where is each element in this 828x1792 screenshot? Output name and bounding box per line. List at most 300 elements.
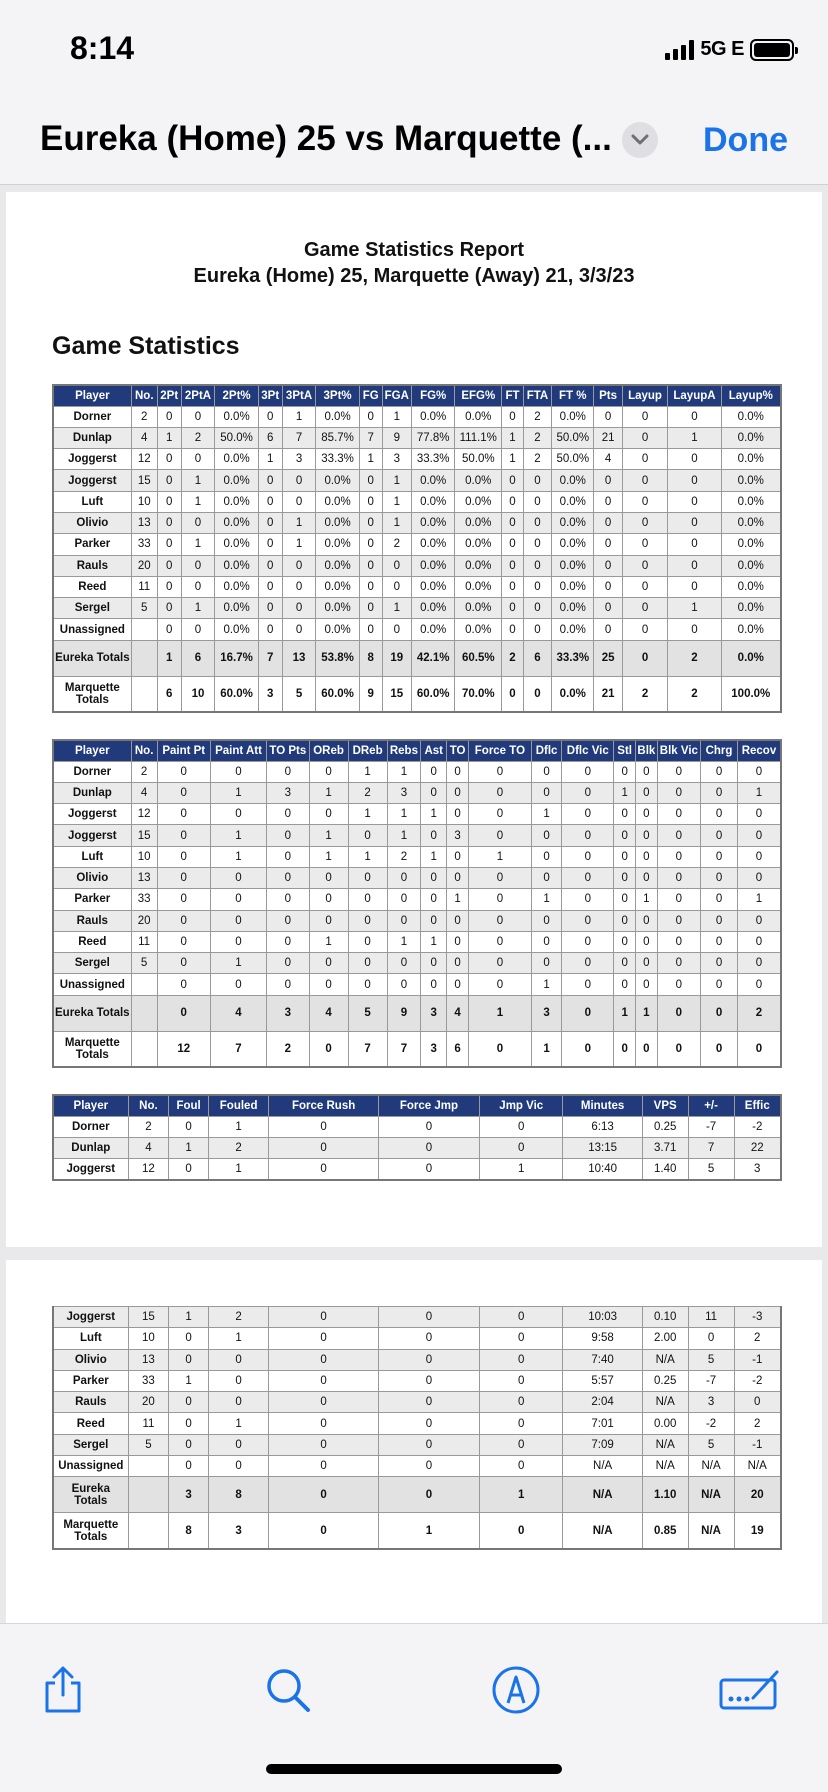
- column-header: Force Jmp: [378, 1095, 479, 1116]
- table-cell: 0.0%: [721, 619, 781, 640]
- table-cell: 4: [594, 449, 622, 470]
- table-cell: 2: [131, 761, 157, 782]
- table-cell: 0.0%: [215, 406, 258, 427]
- table-cell: 2: [734, 1328, 781, 1349]
- bottom-toolbar: [0, 1623, 828, 1792]
- table-cell: 0.0%: [455, 512, 502, 533]
- table-cell: 50.0%: [552, 427, 594, 448]
- table-cell: Eureka Totals: [53, 640, 131, 676]
- table-cell: 0: [378, 1328, 479, 1349]
- table-cell: 0: [701, 782, 738, 803]
- table-cell: 0: [258, 576, 282, 597]
- table-cell: 1: [421, 846, 447, 867]
- table-cell: 0: [657, 782, 700, 803]
- table-cell: Joggerst: [53, 804, 131, 825]
- table-cell: 0: [480, 1456, 563, 1477]
- column-header: OReb: [309, 740, 348, 761]
- table-cell: N/A: [642, 1434, 688, 1455]
- table-cell: Luft: [53, 846, 131, 867]
- table-cell: Dorner: [53, 761, 131, 782]
- table-cell: 12: [157, 1031, 210, 1067]
- table-cell: 20: [128, 1392, 169, 1413]
- table-cell: 0: [594, 512, 622, 533]
- column-header: 3PtA: [282, 385, 316, 406]
- table-cell: 0: [157, 534, 181, 555]
- table-cell: 19: [382, 640, 411, 676]
- table-cell: 1: [387, 825, 421, 846]
- table-cell: 33: [131, 534, 157, 555]
- table-row: [53, 491, 781, 512]
- table-cell: 1: [359, 449, 382, 470]
- table-cell: N/A: [563, 1513, 642, 1549]
- table-cell: 1: [157, 640, 181, 676]
- table-cell: 0: [523, 619, 551, 640]
- table-cell: 0: [636, 804, 658, 825]
- table-cell: 0: [737, 974, 781, 995]
- table-cell: 11: [128, 1413, 169, 1434]
- table-cell: 0: [258, 555, 282, 576]
- table-cell: 0: [480, 1137, 563, 1158]
- table-cell: 0.0%: [721, 555, 781, 576]
- table-cell: 6: [181, 640, 215, 676]
- table-cell: 20: [734, 1477, 781, 1513]
- column-header: TO: [447, 740, 469, 761]
- table-cell: 33: [131, 889, 157, 910]
- done-button[interactable]: Done: [703, 121, 788, 159]
- table-cell: 1: [348, 804, 387, 825]
- table-cell: 10: [128, 1328, 169, 1349]
- table-cell: 10: [131, 846, 157, 867]
- table-cell: 0: [502, 576, 524, 597]
- table-cell: 0: [208, 1392, 268, 1413]
- table-cell: 0: [157, 598, 181, 619]
- table-cell: Joggerst: [53, 449, 131, 470]
- table-cell: 1: [614, 995, 636, 1031]
- table-cell: 15: [131, 825, 157, 846]
- table-cell: 0: [668, 470, 721, 491]
- table-cell: 0: [157, 910, 210, 931]
- table-cell: 1: [502, 449, 524, 470]
- table-cell: 0: [309, 974, 348, 995]
- table-cell: 0: [258, 512, 282, 533]
- table-cell: 0: [269, 1513, 379, 1549]
- table-cell: 0: [531, 910, 561, 931]
- signal-icon: [665, 40, 694, 60]
- search-icon[interactable]: [260, 1662, 316, 1718]
- table-cell: 0: [502, 598, 524, 619]
- column-header: FG%: [411, 385, 454, 406]
- table-cell: 1: [468, 846, 531, 867]
- column-header: Layup%: [721, 385, 781, 406]
- table-cell: 0: [269, 1159, 379, 1180]
- table-cell: 0: [447, 782, 469, 803]
- table-cell: 0: [378, 1456, 479, 1477]
- table-cell: Marquette Totals: [53, 1031, 131, 1067]
- table-cell: 0: [258, 470, 282, 491]
- table-cell: -7: [688, 1370, 734, 1391]
- table-cell: 0.0%: [411, 406, 454, 427]
- chevron-down-icon[interactable]: [622, 122, 658, 158]
- table-cell: 0: [208, 1434, 268, 1455]
- table-cell: 0: [622, 555, 668, 576]
- column-header: FT %: [552, 385, 594, 406]
- table-cell: 0: [309, 910, 348, 931]
- table-cell: [128, 1456, 169, 1477]
- table-cell: 0: [562, 867, 614, 888]
- table-cell: Dorner: [53, 406, 131, 427]
- table-cell: 0: [468, 953, 531, 974]
- report-subtitle: Eureka (Home) 25, Marquette (Away) 21, 3/3/23: [193, 265, 635, 287]
- table-cell: [131, 640, 157, 676]
- table-cell: 10: [131, 491, 157, 512]
- table-cell: 0: [701, 825, 738, 846]
- column-header: Force Rush: [269, 1095, 379, 1116]
- table-cell: 7: [348, 1031, 387, 1067]
- table-cell: 7:40: [563, 1349, 642, 1370]
- table-cell: 0: [531, 953, 561, 974]
- table-cell: 1: [668, 598, 721, 619]
- column-header: 2Pt%: [215, 385, 258, 406]
- table-cell: [131, 995, 157, 1031]
- table-cell: 3: [421, 995, 447, 1031]
- table-row: [53, 619, 781, 640]
- table-cell: 0: [562, 910, 614, 931]
- table-cell: 1: [309, 825, 348, 846]
- column-header: Pts: [594, 385, 622, 406]
- table-cell: [131, 676, 157, 712]
- table-cell: 1: [531, 889, 561, 910]
- table-cell: 1: [309, 846, 348, 867]
- table-cell: 0: [523, 534, 551, 555]
- table-cell: 1: [382, 406, 411, 427]
- table-cell: 1: [348, 846, 387, 867]
- table-cell: 0: [359, 598, 382, 619]
- table-row: [53, 761, 781, 782]
- table-cell: 2: [348, 782, 387, 803]
- table-cell: 100.0%: [721, 676, 781, 712]
- table-cell: 0: [657, 931, 700, 952]
- table-cell: 7: [387, 1031, 421, 1067]
- table-cell: 0.0%: [411, 470, 454, 491]
- table-cell: 0: [701, 1031, 738, 1067]
- table-cell: 0.0%: [552, 576, 594, 597]
- table-cell: 0.0%: [215, 470, 258, 491]
- table-cell: 0: [480, 1328, 563, 1349]
- table-cell: 0: [531, 761, 561, 782]
- column-header: Ast: [421, 740, 447, 761]
- table-cell: 0: [267, 825, 309, 846]
- table-cell: 1: [382, 512, 411, 533]
- table-cell: 0: [562, 1031, 614, 1067]
- table-cell: -2: [734, 1116, 781, 1137]
- section-title: Game Statistics: [52, 332, 240, 360]
- table-cell: 70.0%: [455, 676, 502, 712]
- table-cell: 0: [181, 449, 215, 470]
- table-row: [53, 406, 781, 427]
- table-cell: Dunlap: [53, 427, 131, 448]
- table-cell: 0.0%: [215, 576, 258, 597]
- table-cell: 1: [157, 427, 181, 448]
- table-cell: 0: [169, 1328, 209, 1349]
- table-cell: 0: [636, 953, 658, 974]
- table-cell: 1: [382, 598, 411, 619]
- table-cell: 7: [688, 1137, 734, 1158]
- table-row: [53, 1159, 781, 1180]
- table-cell: 0: [622, 619, 668, 640]
- table-cell: 25: [594, 640, 622, 676]
- table-cell: 2: [128, 1116, 169, 1137]
- table-cell: 0.0%: [411, 576, 454, 597]
- table-cell: 0.0%: [411, 534, 454, 555]
- table-cell: Olivio: [53, 512, 131, 533]
- table-cell: 0: [668, 534, 721, 555]
- table-cell: Dunlap: [53, 782, 131, 803]
- table-cell: 0: [387, 974, 421, 995]
- table-cell: 0: [737, 804, 781, 825]
- table-cell: [128, 1513, 169, 1549]
- table-cell: 2: [387, 846, 421, 867]
- table-row: [53, 1456, 781, 1477]
- table-cell: Luft: [53, 1328, 128, 1349]
- table-cell: 0: [421, 825, 447, 846]
- column-header: FGA: [382, 385, 411, 406]
- table-cell: 0: [378, 1137, 479, 1158]
- table-cell: 0.25: [642, 1370, 688, 1391]
- table-cell: -1: [734, 1349, 781, 1370]
- column-header: Blk Vic: [657, 740, 700, 761]
- table-cell: 0: [382, 619, 411, 640]
- table-cell: 0.0%: [721, 491, 781, 512]
- table-cell: 33.3%: [552, 640, 594, 676]
- table-cell: 0: [348, 825, 387, 846]
- table-cell: 33.3%: [411, 449, 454, 470]
- table-cell: 0.0%: [215, 619, 258, 640]
- table-cell: 3: [282, 449, 316, 470]
- table-cell: 21: [594, 676, 622, 712]
- table-cell: 0: [614, 953, 636, 974]
- table-cell: 1: [210, 953, 266, 974]
- document-title[interactable]: Eureka (Home) 25 vs Marquette (...: [40, 119, 612, 158]
- table-cell: 0: [668, 555, 721, 576]
- table-cell: 1: [502, 427, 524, 448]
- table-cell: 0.0%: [721, 427, 781, 448]
- table-cell: 0: [737, 846, 781, 867]
- table-cell: 0: [737, 910, 781, 931]
- table-cell: 2: [622, 676, 668, 712]
- signature-icon[interactable]: [716, 1662, 784, 1718]
- table-cell: 0: [701, 974, 738, 995]
- table-cell: 0: [701, 867, 738, 888]
- table-cell: 1: [636, 889, 658, 910]
- table-row: [53, 470, 781, 491]
- table-cell: 20: [131, 910, 157, 931]
- table-cell: 0: [269, 1116, 379, 1137]
- table-cell: 0: [562, 782, 614, 803]
- table-cell: 0: [267, 761, 309, 782]
- table-cell: 0: [282, 619, 316, 640]
- table-cell: 5: [688, 1159, 734, 1180]
- table-cell: 0: [169, 1159, 209, 1180]
- column-header: +/-: [688, 1095, 734, 1116]
- table-cell: 0: [157, 995, 210, 1031]
- table-cell: 0: [636, 867, 658, 888]
- table-cell: 4: [210, 995, 266, 1031]
- table-cell: 0: [701, 846, 738, 867]
- table-cell: 5: [131, 598, 157, 619]
- table-cell: 1: [208, 1328, 268, 1349]
- table-cell: 0: [359, 619, 382, 640]
- table-cell: 0: [208, 1349, 268, 1370]
- table-cell: 0: [359, 555, 382, 576]
- table-cell: 0: [737, 953, 781, 974]
- table-cell: 22: [734, 1137, 781, 1158]
- totals-row: [53, 640, 781, 676]
- table-cell: 5: [348, 995, 387, 1031]
- table-cell: Parker: [53, 534, 131, 555]
- table-cell: 50.0%: [552, 449, 594, 470]
- report-title: Game Statistics Report: [303, 239, 525, 261]
- table-cell: 3: [387, 782, 421, 803]
- table-cell: 0.0%: [411, 491, 454, 512]
- table-cell: 0: [594, 576, 622, 597]
- totals-row: [53, 1513, 781, 1549]
- table-cell: 0: [157, 449, 181, 470]
- totals-row: [53, 1477, 781, 1513]
- table-cell: 0: [701, 931, 738, 952]
- table-cell: 0.0%: [552, 555, 594, 576]
- table-cell: Joggerst: [53, 470, 131, 491]
- table-cell: 0: [523, 576, 551, 597]
- table-cell: 1: [480, 1477, 563, 1513]
- table-cell: 0: [421, 953, 447, 974]
- table-cell: 1: [181, 598, 215, 619]
- table-cell: 0.10: [642, 1307, 688, 1328]
- markup-icon[interactable]: [488, 1662, 544, 1718]
- table-cell: 0: [480, 1434, 563, 1455]
- table-cell: 50.0%: [455, 449, 502, 470]
- table-cell: 0: [701, 889, 738, 910]
- table-cell: 0: [701, 761, 738, 782]
- table-cell: 0.0%: [552, 676, 594, 712]
- table-cell: 6:13: [563, 1116, 642, 1137]
- table-cell: 0.0%: [316, 512, 359, 533]
- table-cell: 0: [348, 889, 387, 910]
- table-cell: 0.0%: [552, 619, 594, 640]
- table-cell: 77.8%: [411, 427, 454, 448]
- table-cell: Reed: [53, 931, 131, 952]
- table-cell: 0: [210, 931, 266, 952]
- column-header: 2PtA: [181, 385, 215, 406]
- table-cell: 4: [131, 427, 157, 448]
- table-cell: 0: [737, 931, 781, 952]
- status-time: 8:14: [70, 30, 135, 66]
- table-cell: 0: [614, 761, 636, 782]
- table-cell: 0.0%: [721, 576, 781, 597]
- totals-row: [53, 995, 781, 1031]
- table-cell: 0: [447, 910, 469, 931]
- table-cell: 0: [657, 974, 700, 995]
- table-cell: Sergel: [53, 1434, 128, 1455]
- table-cell: 0: [378, 1116, 479, 1137]
- pdf-page-1[interactable]: [6, 192, 822, 1247]
- table-cell: 0.0%: [411, 555, 454, 576]
- table-cell: 0: [636, 974, 658, 995]
- table-cell: 0: [258, 534, 282, 555]
- table-cell: 7:01: [563, 1413, 642, 1434]
- table-cell: 0: [531, 867, 561, 888]
- table-cell: 0: [157, 953, 210, 974]
- table-cell: Rauls: [53, 910, 131, 931]
- pdf-page-2[interactable]: [6, 1260, 822, 1623]
- column-header: Recov: [737, 740, 781, 761]
- table-cell: N/A: [688, 1513, 734, 1549]
- table-cell: 0: [157, 867, 210, 888]
- table-cell: Eureka Totals: [53, 1477, 128, 1513]
- table-cell: 5: [282, 676, 316, 712]
- table-cell: Sergel: [53, 953, 131, 974]
- table-cell: 1.10: [642, 1477, 688, 1513]
- table-cell: 0: [157, 804, 210, 825]
- table-cell: 12: [131, 804, 157, 825]
- table-cell: 0.0%: [411, 512, 454, 533]
- table-cell: 0.0%: [215, 512, 258, 533]
- status-indicators: [665, 38, 794, 61]
- table-cell: 0: [421, 974, 447, 995]
- column-header: LayupA: [668, 385, 721, 406]
- table-cell: 0: [421, 761, 447, 782]
- table-cell: N/A: [688, 1456, 734, 1477]
- table-cell: 12: [128, 1159, 169, 1180]
- table-cell: 2: [668, 640, 721, 676]
- table-cell: 60.0%: [316, 676, 359, 712]
- table-cell: 0: [531, 782, 561, 803]
- table-cell: 0: [348, 953, 387, 974]
- table-cell: 33: [128, 1370, 169, 1391]
- table-cell: 0: [378, 1349, 479, 1370]
- table-cell: 0: [359, 491, 382, 512]
- table-cell: 0: [562, 761, 614, 782]
- table-cell: 0: [502, 491, 524, 512]
- column-header: Player: [53, 385, 131, 406]
- table-cell: 0.0%: [552, 534, 594, 555]
- table-cell: Rauls: [53, 1392, 128, 1413]
- table-cell: Eureka Totals: [53, 995, 131, 1031]
- table-cell: Parker: [53, 889, 131, 910]
- table-cell: 5: [688, 1434, 734, 1455]
- table-cell: 10:03: [563, 1307, 642, 1328]
- table-cell: 0: [169, 1392, 209, 1413]
- table-cell: 0: [688, 1328, 734, 1349]
- table-cell: 0.0%: [552, 470, 594, 491]
- home-indicator: [266, 1764, 562, 1774]
- share-icon[interactable]: [35, 1662, 91, 1718]
- table-cell: 0: [309, 804, 348, 825]
- table-cell: N/A: [642, 1349, 688, 1370]
- column-header: Force TO: [468, 740, 531, 761]
- table-cell: 0: [594, 470, 622, 491]
- column-header: Dflc: [531, 740, 561, 761]
- table-cell: 2: [523, 406, 551, 427]
- table-cell: 0: [622, 534, 668, 555]
- table-row: [53, 867, 781, 888]
- table-cell: 0: [447, 867, 469, 888]
- table-cell: 5:57: [563, 1370, 642, 1391]
- table-cell: 1: [421, 931, 447, 952]
- table-cell: 0: [657, 761, 700, 782]
- table-cell: 0.0%: [455, 491, 502, 512]
- table-cell: 0: [269, 1328, 379, 1349]
- table-cell: 3: [688, 1392, 734, 1413]
